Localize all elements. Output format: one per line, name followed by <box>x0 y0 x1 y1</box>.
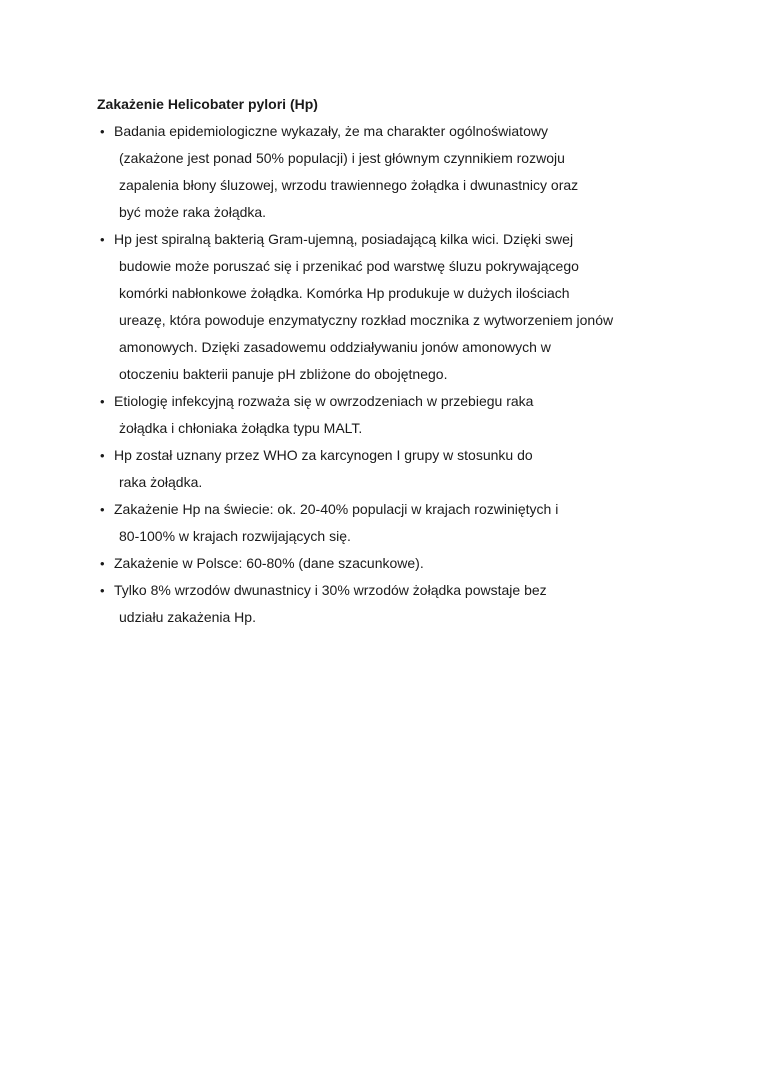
bullet-icon: • <box>100 124 105 139</box>
bullet-icon: • <box>100 583 105 598</box>
list-item <box>97 496 700 550</box>
text-line: amonowych. Dzięki zasadowemu oddziaływaniu jonów amonowych w <box>119 339 551 355</box>
text-line: Zakażenie Hp na świecie: ok. 20-40% populacji w krajach rozwiniętych i <box>114 501 559 517</box>
text-line: żołądka i chłoniaka żołądka typu MALT. <box>119 420 363 436</box>
list-item-text <box>114 496 700 550</box>
text-line: Badania epidemiologiczne wykazały, że ma charakter ogólnoświatowy <box>114 123 548 139</box>
text-line: komórki nabłonkowe żołądka. Komórka Hp produkuje w dużych ilościach <box>119 285 570 301</box>
text-line: Etiologię infekcyjną rozważa się w owrzodzeniach w przebiegu raka <box>114 393 534 409</box>
text-line: otoczeniu bakterii panuje pH zbliżone do obojętnego. <box>119 366 448 382</box>
bullet-icon: • <box>100 232 105 247</box>
list-item-text <box>114 388 700 442</box>
list-item-text <box>114 550 700 577</box>
text-line: budowie może poruszać się i przenikać pod warstwę śluzu pokrywającego <box>119 258 579 274</box>
text-line: Zakażenie w Polsce: 60-80% (dane szacunkowe). <box>114 555 424 571</box>
list-item <box>97 550 700 577</box>
list-item-text <box>114 226 700 388</box>
text-line: udziału zakażenia Hp. <box>119 609 256 625</box>
text-line: Hp został uznany przez WHO za karcynogen I grupy w stosunku do <box>114 447 533 463</box>
bullet-icon: • <box>100 448 105 463</box>
text-line: zapalenia błony śluzowej, wrzodu trawiennego żołądka i dwunastnicy oraz <box>119 177 579 193</box>
list-item-text <box>114 577 700 631</box>
bullet-icon: • <box>100 502 105 517</box>
text-line: ureazę, która powoduje enzymatyczny rozkład mocznika z wytworzeniem jonów <box>119 312 614 328</box>
bullet-icon: • <box>100 556 105 571</box>
list-item-text <box>114 442 700 496</box>
list-item <box>97 577 700 631</box>
text-line: Hp jest spiralną bakterią Gram-ujemną, posiadającą kilka wici. Dzięki swej <box>114 231 574 247</box>
text-line: raka żołądka. <box>119 474 203 490</box>
list-item <box>97 442 700 496</box>
text-line: 80-100% w krajach rozwijających się. <box>119 528 351 544</box>
list-item <box>97 118 700 226</box>
bullet-icon: • <box>100 394 105 409</box>
list-item-text <box>114 118 700 226</box>
text-line: Tylko 8% wrzodów dwunastnicy i 30% wrzodów żołądka powstaje bez <box>114 582 547 598</box>
list-item <box>97 388 700 442</box>
list-item <box>97 226 700 388</box>
text-line: być może raka żołądka. <box>119 204 267 220</box>
text-line: (zakażone jest ponad 50% populacji) i jest głównym czynnikiem rozwoju <box>119 150 565 166</box>
page-title: Zakażenie Helicobater pylori (Hp) <box>97 96 318 112</box>
